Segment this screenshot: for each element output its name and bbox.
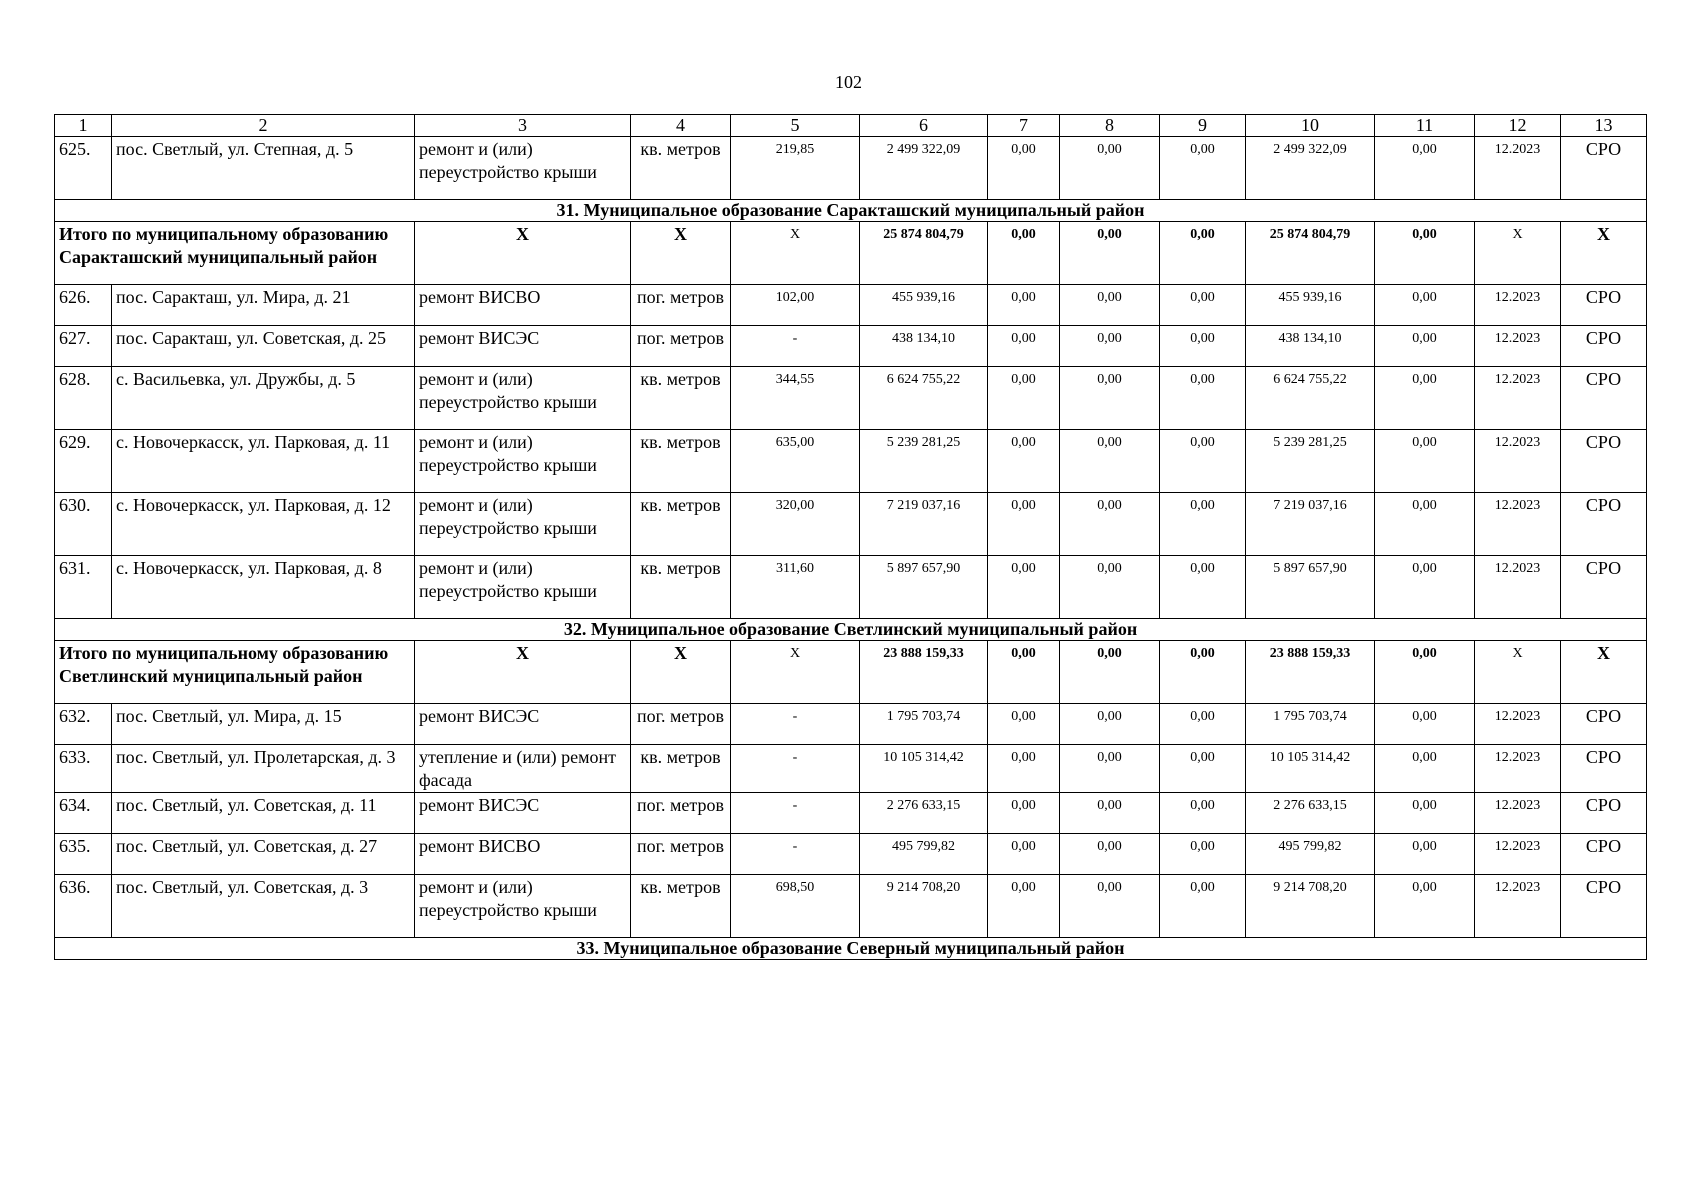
- value-cell: 0,00: [988, 285, 1060, 326]
- row-number: 633.: [55, 745, 112, 793]
- value-cell: 0,00: [1375, 556, 1475, 619]
- value-cell: 0,00: [1160, 285, 1246, 326]
- unit-cell: пог. метров: [631, 834, 731, 875]
- executor-cell: СРО: [1561, 493, 1647, 556]
- value-cell: 438 134,10: [1246, 326, 1375, 367]
- value-cell: 5 897 657,90: [1246, 556, 1375, 619]
- value-cell: 0,00: [988, 367, 1060, 430]
- value-cell: 495 799,82: [1246, 834, 1375, 875]
- total-cell: X: [415, 222, 631, 285]
- total-cell: 23 888 159,33: [860, 641, 988, 704]
- total-cell: X: [631, 222, 731, 285]
- value-cell: 0,00: [1060, 367, 1160, 430]
- executor-cell: СРО: [1561, 745, 1647, 793]
- total-cell: X: [731, 641, 860, 704]
- value-cell: 5 239 281,25: [1246, 430, 1375, 493]
- address-cell: пос. Светлый, ул. Мира, д. 15: [112, 704, 415, 745]
- work-type-cell: ремонт ВИСЭС: [415, 793, 631, 834]
- row-number: 626.: [55, 285, 112, 326]
- value-cell: 0,00: [1060, 704, 1160, 745]
- col-header: 3: [415, 115, 631, 137]
- row-number: 625.: [55, 137, 112, 200]
- total-cell: 23 888 159,33: [1246, 641, 1375, 704]
- table-row: [55, 285, 1647, 326]
- total-cell: 0,00: [988, 641, 1060, 704]
- row-number: 632.: [55, 704, 112, 745]
- value-cell: 0,00: [988, 875, 1060, 938]
- table-row: [55, 493, 1647, 556]
- executor-cell: СРО: [1561, 367, 1647, 430]
- total-cell: 0,00: [1160, 641, 1246, 704]
- row-number: 627.: [55, 326, 112, 367]
- total-cell: 0,00: [1060, 222, 1160, 285]
- total-cell: X: [731, 222, 860, 285]
- page-number: 102: [835, 72, 862, 92]
- unit-cell: пог. метров: [631, 285, 731, 326]
- table-row: [55, 793, 1647, 834]
- value-cell: 12.2023: [1475, 285, 1561, 326]
- col-header: 2: [112, 115, 415, 137]
- value-cell: 0,00: [1160, 137, 1246, 200]
- address-cell: пос. Светлый, ул. Советская, д. 27: [112, 834, 415, 875]
- section-header-row: [55, 619, 1647, 641]
- value-cell: 0,00: [1060, 875, 1160, 938]
- total-cell: 25 874 804,79: [860, 222, 988, 285]
- work-type-cell: утепление и (или) ремонт фасада: [415, 745, 631, 793]
- executor-cell: СРО: [1561, 704, 1647, 745]
- row-number: 636.: [55, 875, 112, 938]
- value-cell: 2 276 633,15: [860, 793, 988, 834]
- total-cell: X: [415, 641, 631, 704]
- value-cell: 9 214 708,20: [1246, 875, 1375, 938]
- value-cell: 0,00: [1375, 430, 1475, 493]
- executor-cell: СРО: [1561, 137, 1647, 200]
- value-cell: 0,00: [1375, 137, 1475, 200]
- unit-cell: пог. метров: [631, 326, 731, 367]
- value-cell: 12.2023: [1475, 137, 1561, 200]
- executor-cell: СРО: [1561, 556, 1647, 619]
- table-row: [55, 326, 1647, 367]
- work-type-cell: ремонт и (или) переустройство крыши: [415, 556, 631, 619]
- unit-cell: кв. метров: [631, 493, 731, 556]
- value-cell: 12.2023: [1475, 793, 1561, 834]
- value-cell: 12.2023: [1475, 704, 1561, 745]
- value-cell: 0,00: [1375, 285, 1475, 326]
- table-row: [55, 834, 1647, 875]
- value-cell: 6 624 755,22: [1246, 367, 1375, 430]
- value-cell: 0,00: [1060, 285, 1160, 326]
- value-cell: 2 499 322,09: [860, 137, 988, 200]
- value-cell: 0,00: [988, 704, 1060, 745]
- value-cell: 0,00: [1160, 875, 1246, 938]
- value-cell: 12.2023: [1475, 367, 1561, 430]
- total-row: [55, 222, 1647, 285]
- table-row: [55, 745, 1647, 793]
- row-number: 635.: [55, 834, 112, 875]
- value-cell: 0,00: [988, 793, 1060, 834]
- value-cell: 0,00: [988, 834, 1060, 875]
- row-number: 629.: [55, 430, 112, 493]
- work-type-cell: ремонт ВИСВО: [415, 285, 631, 326]
- row-number: 631.: [55, 556, 112, 619]
- value-cell: 0,00: [1160, 834, 1246, 875]
- total-cell: 0,00: [988, 222, 1060, 285]
- address-cell: с. Васильевка, ул. Дружбы, д. 5: [112, 367, 415, 430]
- executor-cell: СРО: [1561, 875, 1647, 938]
- total-cell: 0,00: [1375, 222, 1475, 285]
- repair-program-table: [54, 114, 1647, 960]
- value-cell: 344,55: [731, 367, 860, 430]
- value-cell: 0,00: [1375, 493, 1475, 556]
- col-header: 11: [1375, 115, 1475, 137]
- total-label: Итого по муниципальному образованию Саракташский муниципальный район: [55, 222, 415, 285]
- value-cell: 0,00: [1160, 430, 1246, 493]
- value-cell: 12.2023: [1475, 875, 1561, 938]
- total-label: Итого по муниципальному образованию Светлинский муниципальный район: [55, 641, 415, 704]
- value-cell: 495 799,82: [860, 834, 988, 875]
- value-cell: 12.2023: [1475, 834, 1561, 875]
- total-cell: X: [1475, 222, 1561, 285]
- address-cell: с. Новочеркасск, ул. Парковая, д. 12: [112, 493, 415, 556]
- total-row: [55, 641, 1647, 704]
- total-cell: X: [1561, 222, 1647, 285]
- value-cell: 0,00: [988, 326, 1060, 367]
- value-cell: 698,50: [731, 875, 860, 938]
- row-number: 628.: [55, 367, 112, 430]
- address-cell: пос. Светлый, ул. Пролетарская, д. 3: [112, 745, 415, 793]
- value-cell: 455 939,16: [1246, 285, 1375, 326]
- executor-cell: СРО: [1561, 285, 1647, 326]
- value-cell: 12.2023: [1475, 493, 1561, 556]
- value-cell: 7 219 037,16: [1246, 493, 1375, 556]
- value-cell: 10 105 314,42: [1246, 745, 1375, 793]
- address-cell: пос. Светлый, ул. Советская, д. 11: [112, 793, 415, 834]
- value-cell: 0,00: [1375, 875, 1475, 938]
- work-type-cell: ремонт и (или) переустройство крыши: [415, 493, 631, 556]
- value-cell: 0,00: [1375, 704, 1475, 745]
- value-cell: -: [731, 834, 860, 875]
- value-cell: 219,85: [731, 137, 860, 200]
- work-type-cell: ремонт ВИСЭС: [415, 704, 631, 745]
- table-row: [55, 556, 1647, 619]
- value-cell: 0,00: [988, 430, 1060, 493]
- value-cell: 635,00: [731, 430, 860, 493]
- value-cell: 0,00: [1060, 793, 1160, 834]
- value-cell: 0,00: [1160, 326, 1246, 367]
- address-cell: пос. Светлый, ул. Степная, д. 5: [112, 137, 415, 200]
- unit-cell: кв. метров: [631, 556, 731, 619]
- address-cell: пос. Саракташ, ул. Мира, д. 21: [112, 285, 415, 326]
- total-cell: 0,00: [1375, 641, 1475, 704]
- row-number: 630.: [55, 493, 112, 556]
- value-cell: 0,00: [1060, 493, 1160, 556]
- value-cell: 0,00: [1160, 367, 1246, 430]
- value-cell: 0,00: [1375, 745, 1475, 793]
- work-type-cell: ремонт и (или) переустройство крыши: [415, 875, 631, 938]
- column-number-row: [55, 115, 1647, 137]
- value-cell: 12.2023: [1475, 745, 1561, 793]
- table-row: [55, 875, 1647, 938]
- unit-cell: пог. метров: [631, 704, 731, 745]
- table-row: [55, 704, 1647, 745]
- total-cell: 25 874 804,79: [1246, 222, 1375, 285]
- unit-cell: кв. метров: [631, 875, 731, 938]
- value-cell: 0,00: [988, 556, 1060, 619]
- value-cell: 102,00: [731, 285, 860, 326]
- value-cell: 0,00: [1060, 137, 1160, 200]
- total-cell: X: [631, 641, 731, 704]
- address-cell: с. Новочеркасск, ул. Парковая, д. 8: [112, 556, 415, 619]
- section-title: 33. Муниципальное образование Северный муниципальный район: [55, 938, 1647, 960]
- total-cell: X: [1475, 641, 1561, 704]
- work-type-cell: ремонт ВИСВО: [415, 834, 631, 875]
- col-header: 13: [1561, 115, 1647, 137]
- value-cell: 438 134,10: [860, 326, 988, 367]
- value-cell: 0,00: [1160, 704, 1246, 745]
- value-cell: 0,00: [1160, 493, 1246, 556]
- value-cell: 0,00: [1375, 834, 1475, 875]
- value-cell: 0,00: [988, 493, 1060, 556]
- value-cell: 1 795 703,74: [860, 704, 988, 745]
- unit-cell: кв. метров: [631, 745, 731, 793]
- section-title: 32. Муниципальное образование Светлинский муниципальный район: [55, 619, 1647, 641]
- value-cell: 0,00: [1060, 745, 1160, 793]
- value-cell: 12.2023: [1475, 430, 1561, 493]
- section-header-row: [55, 938, 1647, 960]
- section-header-row: [55, 200, 1647, 222]
- address-cell: пос. Саракташ, ул. Советская, д. 25: [112, 326, 415, 367]
- value-cell: -: [731, 704, 860, 745]
- total-cell: 0,00: [1060, 641, 1160, 704]
- value-cell: 7 219 037,16: [860, 493, 988, 556]
- col-header: 10: [1246, 115, 1375, 137]
- value-cell: 0,00: [988, 137, 1060, 200]
- value-cell: 0,00: [1375, 367, 1475, 430]
- executor-cell: СРО: [1561, 793, 1647, 834]
- value-cell: 0,00: [1160, 556, 1246, 619]
- col-header: 4: [631, 115, 731, 137]
- value-cell: 9 214 708,20: [860, 875, 988, 938]
- table-row: [55, 367, 1647, 430]
- col-header: 1: [55, 115, 112, 137]
- section-title: 31. Муниципальное образование Саракташский муниципальный район: [55, 200, 1647, 222]
- value-cell: 1 795 703,74: [1246, 704, 1375, 745]
- total-cell: 0,00: [1160, 222, 1246, 285]
- value-cell: -: [731, 793, 860, 834]
- work-type-cell: ремонт и (или) переустройство крыши: [415, 137, 631, 200]
- address-cell: с. Новочеркасск, ул. Парковая, д. 11: [112, 430, 415, 493]
- table-row: [55, 430, 1647, 493]
- value-cell: 0,00: [1160, 745, 1246, 793]
- value-cell: 0,00: [1375, 793, 1475, 834]
- unit-cell: пог. метров: [631, 793, 731, 834]
- value-cell: 0,00: [1160, 793, 1246, 834]
- executor-cell: СРО: [1561, 430, 1647, 493]
- executor-cell: СРО: [1561, 834, 1647, 875]
- unit-cell: кв. метров: [631, 367, 731, 430]
- value-cell: 2 276 633,15: [1246, 793, 1375, 834]
- col-header: 9: [1160, 115, 1246, 137]
- total-cell: X: [1561, 641, 1647, 704]
- col-header: 12: [1475, 115, 1561, 137]
- address-cell: пос. Светлый, ул. Советская, д. 3: [112, 875, 415, 938]
- work-type-cell: ремонт и (или) переустройство крыши: [415, 430, 631, 493]
- value-cell: 6 624 755,22: [860, 367, 988, 430]
- value-cell: 320,00: [731, 493, 860, 556]
- col-header: 7: [988, 115, 1060, 137]
- col-header: 6: [860, 115, 988, 137]
- value-cell: 0,00: [1060, 326, 1160, 367]
- value-cell: 311,60: [731, 556, 860, 619]
- executor-cell: СРО: [1561, 326, 1647, 367]
- work-type-cell: ремонт ВИСЭС: [415, 326, 631, 367]
- value-cell: 12.2023: [1475, 556, 1561, 619]
- unit-cell: кв. метров: [631, 137, 731, 200]
- value-cell: 0,00: [1060, 834, 1160, 875]
- col-header: 5: [731, 115, 860, 137]
- unit-cell: кв. метров: [631, 430, 731, 493]
- col-header: 8: [1060, 115, 1160, 137]
- work-type-cell: ремонт и (или) переустройство крыши: [415, 367, 631, 430]
- value-cell: 455 939,16: [860, 285, 988, 326]
- value-cell: 10 105 314,42: [860, 745, 988, 793]
- value-cell: -: [731, 326, 860, 367]
- value-cell: 2 499 322,09: [1246, 137, 1375, 200]
- table-row: [55, 137, 1647, 200]
- value-cell: 0,00: [1060, 430, 1160, 493]
- value-cell: 12.2023: [1475, 326, 1561, 367]
- value-cell: 5 239 281,25: [860, 430, 988, 493]
- value-cell: -: [731, 745, 860, 793]
- row-number: 634.: [55, 793, 112, 834]
- value-cell: 0,00: [988, 745, 1060, 793]
- value-cell: 5 897 657,90: [860, 556, 988, 619]
- value-cell: 0,00: [1375, 326, 1475, 367]
- value-cell: 0,00: [1060, 556, 1160, 619]
